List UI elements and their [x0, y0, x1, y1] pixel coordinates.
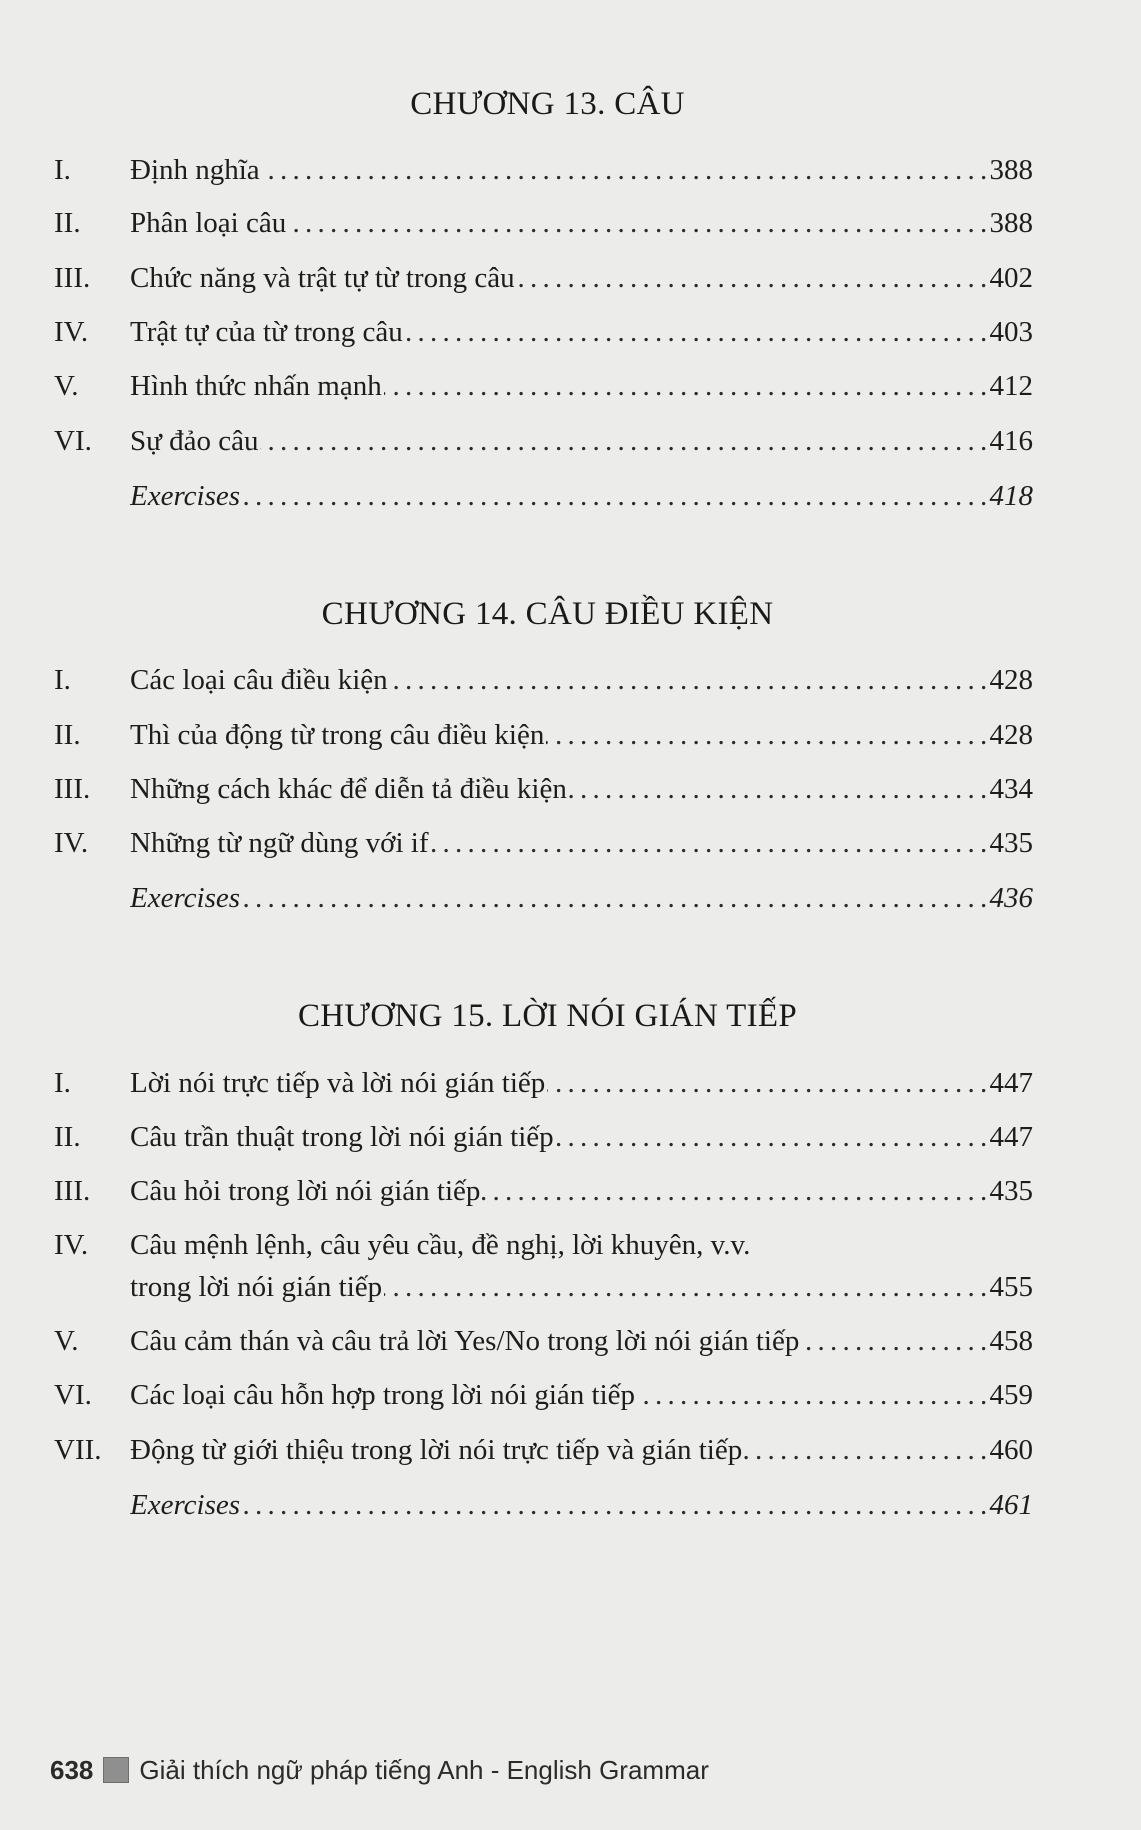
entry-number: IV. — [54, 827, 89, 859]
entry-number: III. — [54, 773, 91, 805]
entry-title: Câu trần thuật trong lời nói gián tiếp — [130, 1121, 554, 1153]
entry-title: Phân loại câu — [130, 207, 287, 239]
footer-page-number: 638 — [50, 1755, 94, 1785]
entry-number: V. — [54, 370, 79, 402]
toc-entry-exercises — [54, 878, 1033, 918]
entry-page: 435 — [986, 1171, 1034, 1211]
entry-page: 388 — [986, 150, 1034, 190]
entry-title: Trật tự của từ trong câu — [130, 316, 403, 348]
toc-entry — [54, 1430, 1033, 1470]
entry-title: Exercises — [130, 480, 241, 512]
entry-page: 416 — [986, 421, 1034, 461]
entry-number: I. — [54, 154, 71, 186]
entry-page: 402 — [986, 258, 1034, 298]
entry-title: Lời nói trực tiếp và lời nói gián tiếp — [130, 1067, 546, 1099]
chapter-14-title: CHƯƠNG 14. CÂU ĐIỀU KIỆN — [321, 596, 774, 632]
entry-page: 436 — [986, 878, 1034, 918]
entry-page: 455 — [986, 1267, 1034, 1307]
entry-page: 459 — [986, 1375, 1034, 1415]
entry-title: Những cách khác để diễn tả điều kiện — [130, 773, 567, 805]
entry-page: 461 — [986, 1485, 1034, 1525]
entry-number: II. — [54, 1121, 81, 1153]
entry-number: II. — [54, 719, 81, 751]
toc-entry — [54, 1117, 1033, 1157]
toc-entry — [54, 660, 1033, 700]
toc-entry — [54, 1375, 1033, 1415]
toc-entry — [54, 150, 1033, 190]
toc-entry — [54, 715, 1033, 755]
toc-entry — [54, 1063, 1033, 1103]
entry-page: 447 — [986, 1117, 1034, 1157]
footer-book-title: Giải thích ngữ pháp tiếng Anh - English Grammar — [139, 1755, 709, 1785]
entry-number: III. — [54, 262, 91, 294]
toc-entry — [54, 203, 1033, 243]
toc-entry — [54, 312, 1033, 352]
entry-page: 447 — [986, 1063, 1034, 1103]
entry-title: Sự đảo câu — [130, 425, 259, 457]
entry-number: II. — [54, 207, 81, 239]
entry-page: 412 — [986, 366, 1034, 406]
entry-title: Hình thức nhấn mạnh — [130, 370, 382, 402]
toc-entry — [54, 421, 1033, 461]
entry-title: Exercises — [130, 882, 241, 914]
entry-number: I. — [54, 1067, 71, 1099]
entry-title: Câu hỏi trong lời nói gián tiếp — [130, 1175, 481, 1207]
entry-title: Định nghĩa — [130, 154, 260, 186]
toc-entry — [54, 769, 1033, 809]
toc-entry — [54, 823, 1033, 863]
toc-entry — [54, 1225, 1033, 1307]
entry-title-line1: Câu mệnh lệnh, câu yêu cầu, đề nghị, lời khuyên, v.v. — [130, 1229, 751, 1261]
page-footer — [50, 1750, 709, 1790]
entry-number: VII. — [54, 1434, 102, 1466]
footer-square-icon — [103, 1757, 129, 1783]
entry-number: VI. — [54, 425, 92, 457]
toc-entry — [54, 1321, 1033, 1361]
chapter-15-title: CHƯƠNG 15. LỜI NÓI GIÁN TIẾP — [297, 998, 798, 1034]
entry-title: Các loại câu hỗn hợp trong lời nói gián tiếp — [130, 1379, 636, 1411]
entry-page: 418 — [986, 476, 1034, 516]
entry-title: trong lời nói gián tiếp — [130, 1271, 383, 1303]
entry-page: 428 — [986, 660, 1034, 700]
entry-title: Động từ giới thiệu trong lời nói trực tiếp và gián tiếp — [130, 1434, 743, 1466]
toc-entry-exercises — [54, 1485, 1033, 1525]
entry-number: V. — [54, 1325, 79, 1357]
entry-title: Câu cảm thán và câu trả lời Yes/No trong lời nói gián tiếp — [130, 1325, 800, 1357]
entry-number: IV. — [54, 1229, 89, 1261]
entry-number: I. — [54, 664, 71, 696]
entry-number: III. — [54, 1175, 91, 1207]
toc-entry — [54, 1171, 1033, 1211]
entry-page: 434 — [986, 769, 1034, 809]
entry-page: 435 — [986, 823, 1034, 863]
entry-number: VI. — [54, 1379, 92, 1411]
entry-title: Các loại câu điều kiện — [130, 664, 388, 696]
entry-page: 460 — [986, 1430, 1034, 1470]
entry-title: Chức năng và trật tự từ trong câu — [130, 262, 515, 294]
toc-entry-exercises — [54, 476, 1033, 516]
entry-title: Thì của động từ trong câu điều kiện — [130, 719, 545, 751]
toc-entry — [54, 366, 1033, 406]
entry-title: Những từ ngữ dùng với if — [130, 827, 429, 859]
entry-page: 428 — [986, 715, 1034, 755]
entry-page: 388 — [986, 203, 1034, 243]
toc-entry — [54, 258, 1033, 298]
entry-number: IV. — [54, 316, 89, 348]
chapter-13-title: CHƯƠNG 13. CÂU — [410, 86, 685, 122]
entry-title: Exercises — [130, 1489, 241, 1521]
entry-page: 458 — [986, 1321, 1034, 1361]
entry-page: 403 — [986, 312, 1034, 352]
